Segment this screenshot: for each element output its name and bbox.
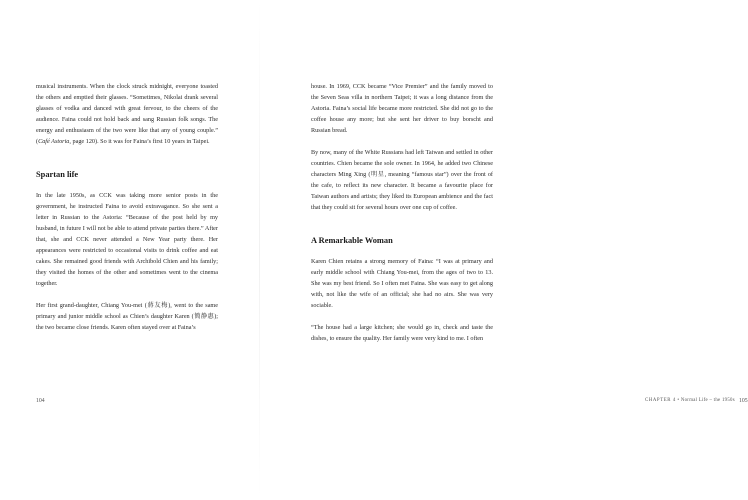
left-page [0,0,260,500]
running-head-title: Normal Life – the 1950s [680,398,735,403]
left-paragraph-1 [36,81,218,147]
right-paragraph-3: Karen Chien retains a strong memory of Faina: “I was at primary and early middle school with Chiang You-mei, from the ages of two to 13. She was my best friend. So I often met Faina. She was easy to get along with, not like the wife of an official; she had no airs. She was very sociable. [311,258,493,309]
section-heading-remarkable-woman: A Remarkable Woman [311,236,393,245]
right-text-column [311,81,493,344]
running-head [645,398,735,403]
left-paragraph-1-text: musical instruments. When the clock struck midnight, everyone toasted the others and emptied their glasses. “Sometimes, Nikolai drank several glasses of vodka and danced with great fervour, to the cheers of the audience. Faina could not hold back and sang Russian folk songs. The energy and enthusiasm of the two were like that any of young couple.” ( [36,83,218,145]
left-text-column [36,81,218,333]
running-head-chapter: CHAPTER 4 [645,398,676,403]
right-paragraph-1: house. In 1969, CCK became “Vice Premier” and the family moved to the Seven Seas villa in northern Taipei; it was a long distance from the Astoria. Faina’s social life became more restricted. She did not go to the coffee house any more; but she sent her driver to buy borscht and Russian bread. [311,83,493,134]
right-paragraph-4: “The house had a large kitchen; she would go in, check and taste the dishes, to ensure the quality. Her family were very kind to me. I often [311,324,493,342]
running-head-separator: • [677,398,681,403]
right-paragraph-2: By now, many of the White Russians had left Taiwan and settled in other countries. Chien became the sole owner. In 1964, he added two Chinese characters Ming Xing (明星, meaning “famous star”) over the front of the cafe, to reflect its new character. It became a favourite place for Taiwan authors and artists; they liked its European ambience and the fact that they could sit for several hours over one cup of coffee. [311,149,493,211]
left-paragraph-3: Her first grand-daughter, Chiang You-mei (蔣友梅), went to the same primary and junior middle school as Chien’s daughter Karen (簡静惠); the two became close friends. Karen often stayed over at Faina’s [36,302,218,331]
left-paragraph-1-end: , page 120). So it was for Faina’s first 10 years in Taipei. [69,138,210,145]
right-page-number: 105 [739,398,748,404]
left-paragraph-2: In the late 1950s, as CCK was taking more senior posts in the government, he instructed Faina to avoid extravagance. So she sent a letter in Russian to the Astoria: “Because of the post held by my husband, in future I will not be able to attend private parties there.” After that, she and CCK never attended a New Year party there. Her appearances were restricted to occasional visits to drink coffee and eat cakes. She remained good friends with Archibold Chien and his family; they visited the homes of the other and sometimes went to the cinema together. [36,192,218,287]
right-page [260,0,748,500]
book-title-citation: Café Astoria [38,138,70,145]
left-page-number: 104 [36,398,45,404]
section-heading-spartan-life: Spartan life [36,170,79,179]
